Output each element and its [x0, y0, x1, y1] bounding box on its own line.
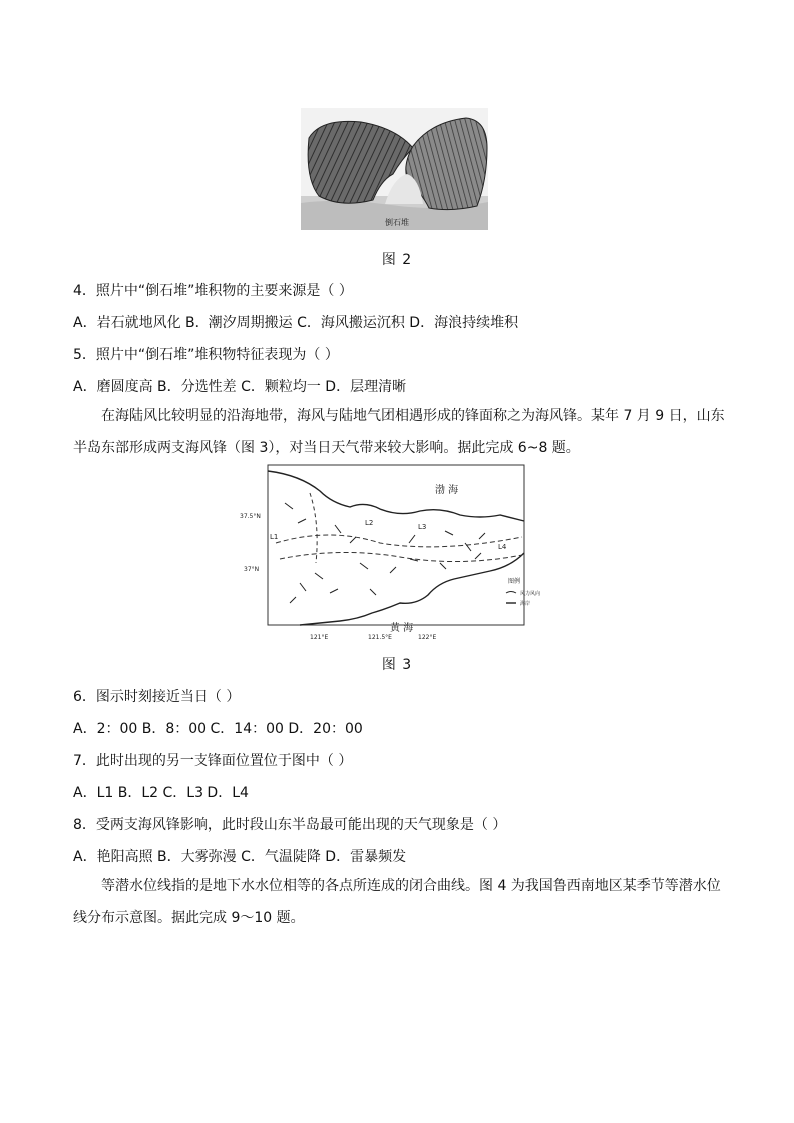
rock-arch-photo [301, 108, 488, 230]
line-label-l2: L2 [365, 519, 374, 527]
lon-label-122: 122°E [418, 634, 437, 641]
q4-stem: 4．照片中“倒石堆”堆积物的主要来源是（ ） [73, 283, 353, 299]
line-label-l4: L4 [498, 543, 507, 551]
photo-label: 倒石堆 [385, 218, 409, 227]
lon-label-121: 121°E [310, 634, 329, 641]
q6-options: A．2：00 B．8：00 C．14：00 D．20：00 [73, 721, 363, 737]
q5-options: A．磨圆度高 B．分选性差 C．颗粒均一 D．层理清晰 [73, 379, 407, 395]
line-label-l3: L3 [418, 523, 427, 531]
rock-arch-illustration [301, 108, 488, 230]
passage-groundwater: 等潜水位线指的是地下水水位相等的各点所连成的闭合曲线。图 4 为我国鲁西南地区某季节等潜水位线分布示意图。据此完成 9～10 题。 [73, 878, 721, 926]
q7-stem: 7．此时出现的另一支锋面位置位于图中（ ） [73, 753, 353, 769]
q6-stem: 6．图示时刻接近当日（ ） [73, 689, 241, 705]
lon-label-121-5: 121.5°E [368, 634, 392, 641]
legend-coast: 海岸 [520, 601, 531, 607]
q8-options: A．艳阳高照 B．大雾弥漫 C．气温陡降 D．雷暴频发 [73, 849, 407, 865]
lat-label-37-5: 37.5°N [240, 513, 261, 520]
q7-options: A．L1 B．L2 C．L3 D．L4 [73, 785, 249, 801]
legend-title: 图例 [508, 578, 521, 585]
shandong-map-svg [240, 463, 550, 643]
q8-stem: 8．受两支海风锋影响，此时段山东半岛最可能出现的天气现象是（ ） [73, 817, 507, 833]
figure2-caption: 图 2 [381, 252, 413, 268]
lat-label-37: 37°N [244, 566, 260, 573]
sea-label-yellow: 黄 海 [390, 623, 414, 634]
passage-sea-breeze-front: 在海陆风比较明显的沿海地带，海风与陆地气团相遇形成的锋面称之为海风锋。某年 7 月 9 日，山东半岛东部形成两支海风锋（图 3），对当日天气带来较大影响。据此完成 6~8 题。 [73, 408, 725, 456]
legend-wind: 风力风向 [520, 591, 541, 597]
q4-options: A．岩石就地风化 B．潮汐周期搬运 C．海风搬运沉积 D．海浪持续堆积 [73, 315, 519, 331]
line-label-l1: L1 [270, 533, 279, 541]
figure3-caption: 图 3 [381, 657, 413, 673]
q5-stem: 5．照片中“倒石堆”堆积物特征表现为（ ） [73, 347, 339, 363]
shandong-map [240, 463, 550, 643]
sea-label-bohai: 渤 海 [435, 485, 459, 496]
